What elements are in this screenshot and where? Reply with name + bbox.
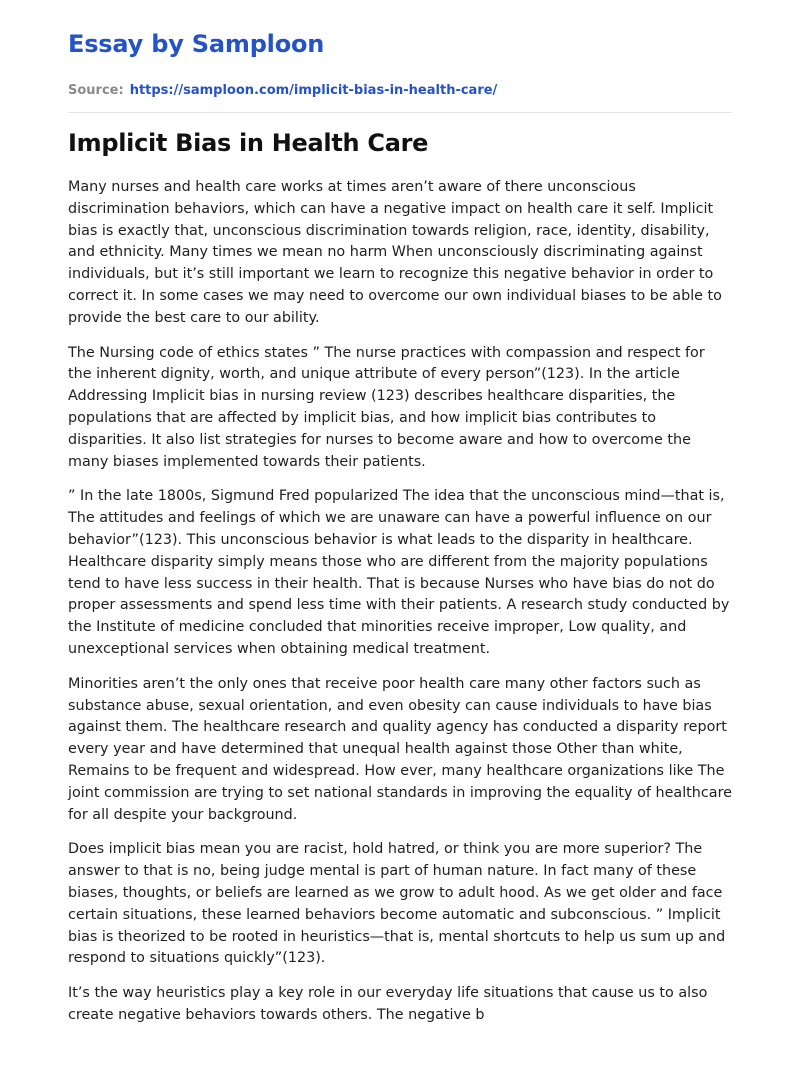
essay-title: Implicit Bias in Health Care	[68, 129, 429, 157]
source-label: Source:	[68, 83, 124, 98]
source-line	[68, 82, 732, 100]
essay-body	[68, 177, 732, 1027]
paragraph: Does implicit bias mean you are racist, hold hatred, or think you are more superior? The answer to that is no, being judge mental is part of human nature. In fact many of these biases, thoughts, or beliefs are learned as we grow to adult hood. As we get older and face certain situations, these learned behaviors become automatic and subconscious. ” Implicit bias is theorized to be rooted in heuristics—that is, mental shortcuts to help us sum up and respond to situations quickly”(123).	[68, 841, 726, 967]
paragraph: It’s the way heuristics play a key role in our everyday life situations that cause us to also create negative behaviors towards others. The negative b	[68, 985, 708, 1023]
paragraph: Many nurses and health care works at times aren’t aware of there unconscious discrimination behaviors, which can have a negative impact on health care it self. Implicit bias is exactly that, unconscious discrimination towards religion, race, identity, disability, and ethnicity. Many times we mean no harm When unconsciously discriminating against individuals, but it’s still important we learn to recognize this negative behavior in order to correct it. In some cases we may need to overcome our own individual biases to be able to provide the best care to our ability.	[68, 179, 722, 326]
paragraph: Minorities aren’t the only ones that receive poor health care many other factors such as substance abuse, sexual orientation, and even obesity can cause individuals to have bias against them. The healthcare research and quality agency has conducted a disparity report every year and have determined that unequal health against those Other than white, Remains to be frequent and widespread. How ever, many healthcare organizations like The joint commission are trying to set national standards in improving the equality of healthcare for all despite your background.	[68, 675, 732, 823]
header-divider	[68, 112, 732, 113]
paragraph: The Nursing code of ethics states ” The nurse practices with compassion and respect for the inherent dignity, worth, and unique attribute of every person”(123). In the article Addressing Implicit bias in nursing review (123) describes healthcare disparities, the populations that are affected by implicit bias, and how implicit bias contributes to disparities. It also list strategies for nurses to become aware and how to overcome the many biases implemented towards their patients.	[68, 344, 705, 470]
paragraph: ” In the late 1800s, Sigmund Fred popularized The idea that the unconscious mind—that is, The attitudes and feelings of which we are unaware can have a powerful influence on our behavior”(123). This unconscious behavior is what leads to the disparity in healthcare. Healthcare disparity simply means those who are different from the majority populations tend to have less success in their health. That is because Nurses who have bias do not do proper assessments and spend less time with their patients. A research study conducted by the Institute of medicine concluded that minorities receive improper, Low quality, and unexceptional services when obtaining medical treatment.	[68, 488, 730, 657]
brand-title: Essay by Samploon	[68, 30, 325, 58]
source-link[interactable]: https://samploon.com/implicit-bias-in-health-care/	[129, 83, 498, 98]
